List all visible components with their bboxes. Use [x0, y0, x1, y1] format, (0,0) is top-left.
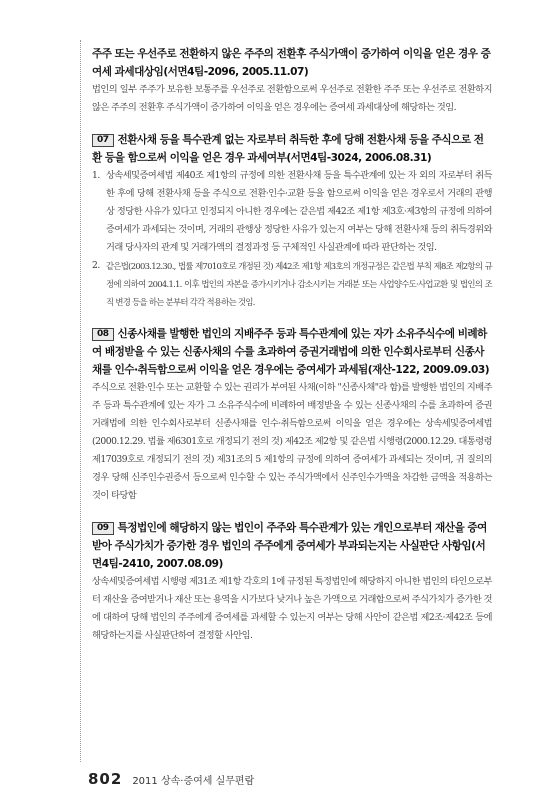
list-item-text: 상속세및증여세법 제40조 제1항의 규정에 의한 전환사채 등을 특수관계에 있는 자 외의 자로부터 취득한 후에 당해 전환사채 등을 주식으로 전환·인수·교환 등을 함으로써 이익을 얻은 경우로서 거래의 관행상 정당한 사유가 있다고 인정되지 아니한 경우에는 같은법 제42조 제1항 제3호·제3항의 규정에 의하여 증여세가 과세되는 것이며, 거래의 관행상 정당한 사유가 있는지 여부는 당해 전환사채 등의 취득경위와 거래 당사자의 관계 및 거래가액의 결정과정 등 구체적인 사실관계에 따라 판단하는 것임. — [106, 170, 492, 253]
ruling-heading: 특정법인에 해당하지 않는 법인이 주주와 특수관계가 있는 개인으로부터 재산을 증여 받아 주식가치가 증가한 경우 법인의 주주에게 증여세가 부과되는지는 사실판단 사항임(서면4팀-2410, 2007.08.09) — [92, 522, 487, 570]
list-item-number: 2. — [92, 260, 100, 271]
ruling-heading: 주주 또는 우선주로 전환하지 않은 주주의 전환후 주식가액이 증가하여 이익을 얻은 경우 증여세 과세대상임(서면4팀-2096, 2005.11.07) — [92, 48, 491, 78]
ruling-number-badge: 08 — [92, 328, 114, 341]
ruling-body: 상속세및증여세법 시행령 제31조 제1항 각호의 1에 규정된 특정법인에 해당하지 아니한 법인의 타인으로부터 재산을 증여받거나 재산 또는 용역을 시가보다 낮거나 높은 가액으로 거래함으로써 주식가치가 증가한 것에 대하여 당해 법인의 주주에게 증여세를 과세할 수 있는지 여부는 당해 사안이 같은법 제2조·제42조 등에 해당하는지를 사실판단하여 결정할 사안임. — [92, 576, 492, 641]
page-number: 802 — [88, 770, 123, 788]
ruling-section — [92, 131, 492, 311]
ruling-section — [92, 45, 492, 117]
ruling-number-badge: 09 — [92, 522, 114, 535]
list-item-number: 1. — [92, 170, 100, 181]
ruling-heading: 전환사채 등을 특수관계 없는 자로부터 취득한 후에 당해 전환사채 등을 주식으로 전환 등을 함으로써 이익을 얻은 경우 과세여부(서면4팀-3024, 2006.08.31) — [92, 134, 484, 164]
ruling-body: 법인의 일부 주주가 보유한 보통주를 우선주로 전환함으로써 우선주로 전환한 주주 또는 우선주로 전환하지 않은 주주의 전환후 주식가액이 증가하여 이익을 얻은 경우에는 증여세 과세대상에 해당하는 것임. — [92, 84, 492, 113]
list-item — [92, 167, 492, 257]
ruling-section — [92, 325, 492, 505]
ruling-heading-wrap — [92, 131, 492, 167]
ruling-number-badge: 07 — [92, 134, 114, 147]
ruling-heading-wrap — [92, 519, 492, 573]
ruling-heading-wrap — [92, 325, 492, 379]
ruling-body — [92, 167, 492, 311]
page-content — [92, 45, 492, 659]
book-title: 2011 상속·증여세 실무편람 — [132, 776, 255, 787]
list-item-text: 같은법(2003.12.30., 법률 제7010호로 개정된 것) 제42조 제1항 제3호의 개정규정은 같은법 부칙 제8조 제2항의 규정에 의하여 2004.1.1. 이후 법인의 자본을 증가시키거나 감소시키는 거래분 또는 사업양수도·사업교환 및 법인의 조직 변경 등을 하는 분부터 각각 적용하는 것임. — [106, 261, 492, 307]
ruling-heading: 신종사채를 발행한 법인의 지배주주 등과 특수관계에 있는 자가 소유주식수에 비례하여 배정받을 수 있는 신종사채의 수를 초과하여 증권거래법에 의한 인수회사로부터 신종사채를 인수·취득함으로써 이익을 얻은 경우에는 증여세가 과세됨(재산-122, 2009.09.03) — [92, 328, 490, 376]
page-footer — [88, 770, 254, 788]
list-item — [92, 257, 492, 311]
ruling-section — [92, 519, 492, 645]
ruling-body: 주식으로 전환·인수 또는 교환할 수 있는 권리가 부여된 사채(이하 "신종사채"라 함)를 발행한 법인의 지배주주 등과 특수관계에 있는 자가 그 소유주식수에 비례하여 배정받을 수 있는 신종사채의 수를 초과하여 증권거래법에 의한 인수회사로부터 신종사채를 인수·취득함으로써 이익을 얻은 경우에는 상속세및증여세법(2000.12.29. 법률 제6301호로 개정되기 전의 것) 제42조 제2항 및 같은법 시행령(2000.12.29. 대통령령 제17039호로 개정되기 전의 것) 제31조의 5 제1항의 규정에 의하여 증여세가 과세되는 것이며, 귀 질의의 경우 당해 신주인수권증서 등으로써 인수할 수 있는 주식가액에서 신주인수가액을 차감한 금액을 적용하는 것이 타당함 — [92, 382, 492, 501]
margin-dotted-line — [80, 40, 81, 762]
